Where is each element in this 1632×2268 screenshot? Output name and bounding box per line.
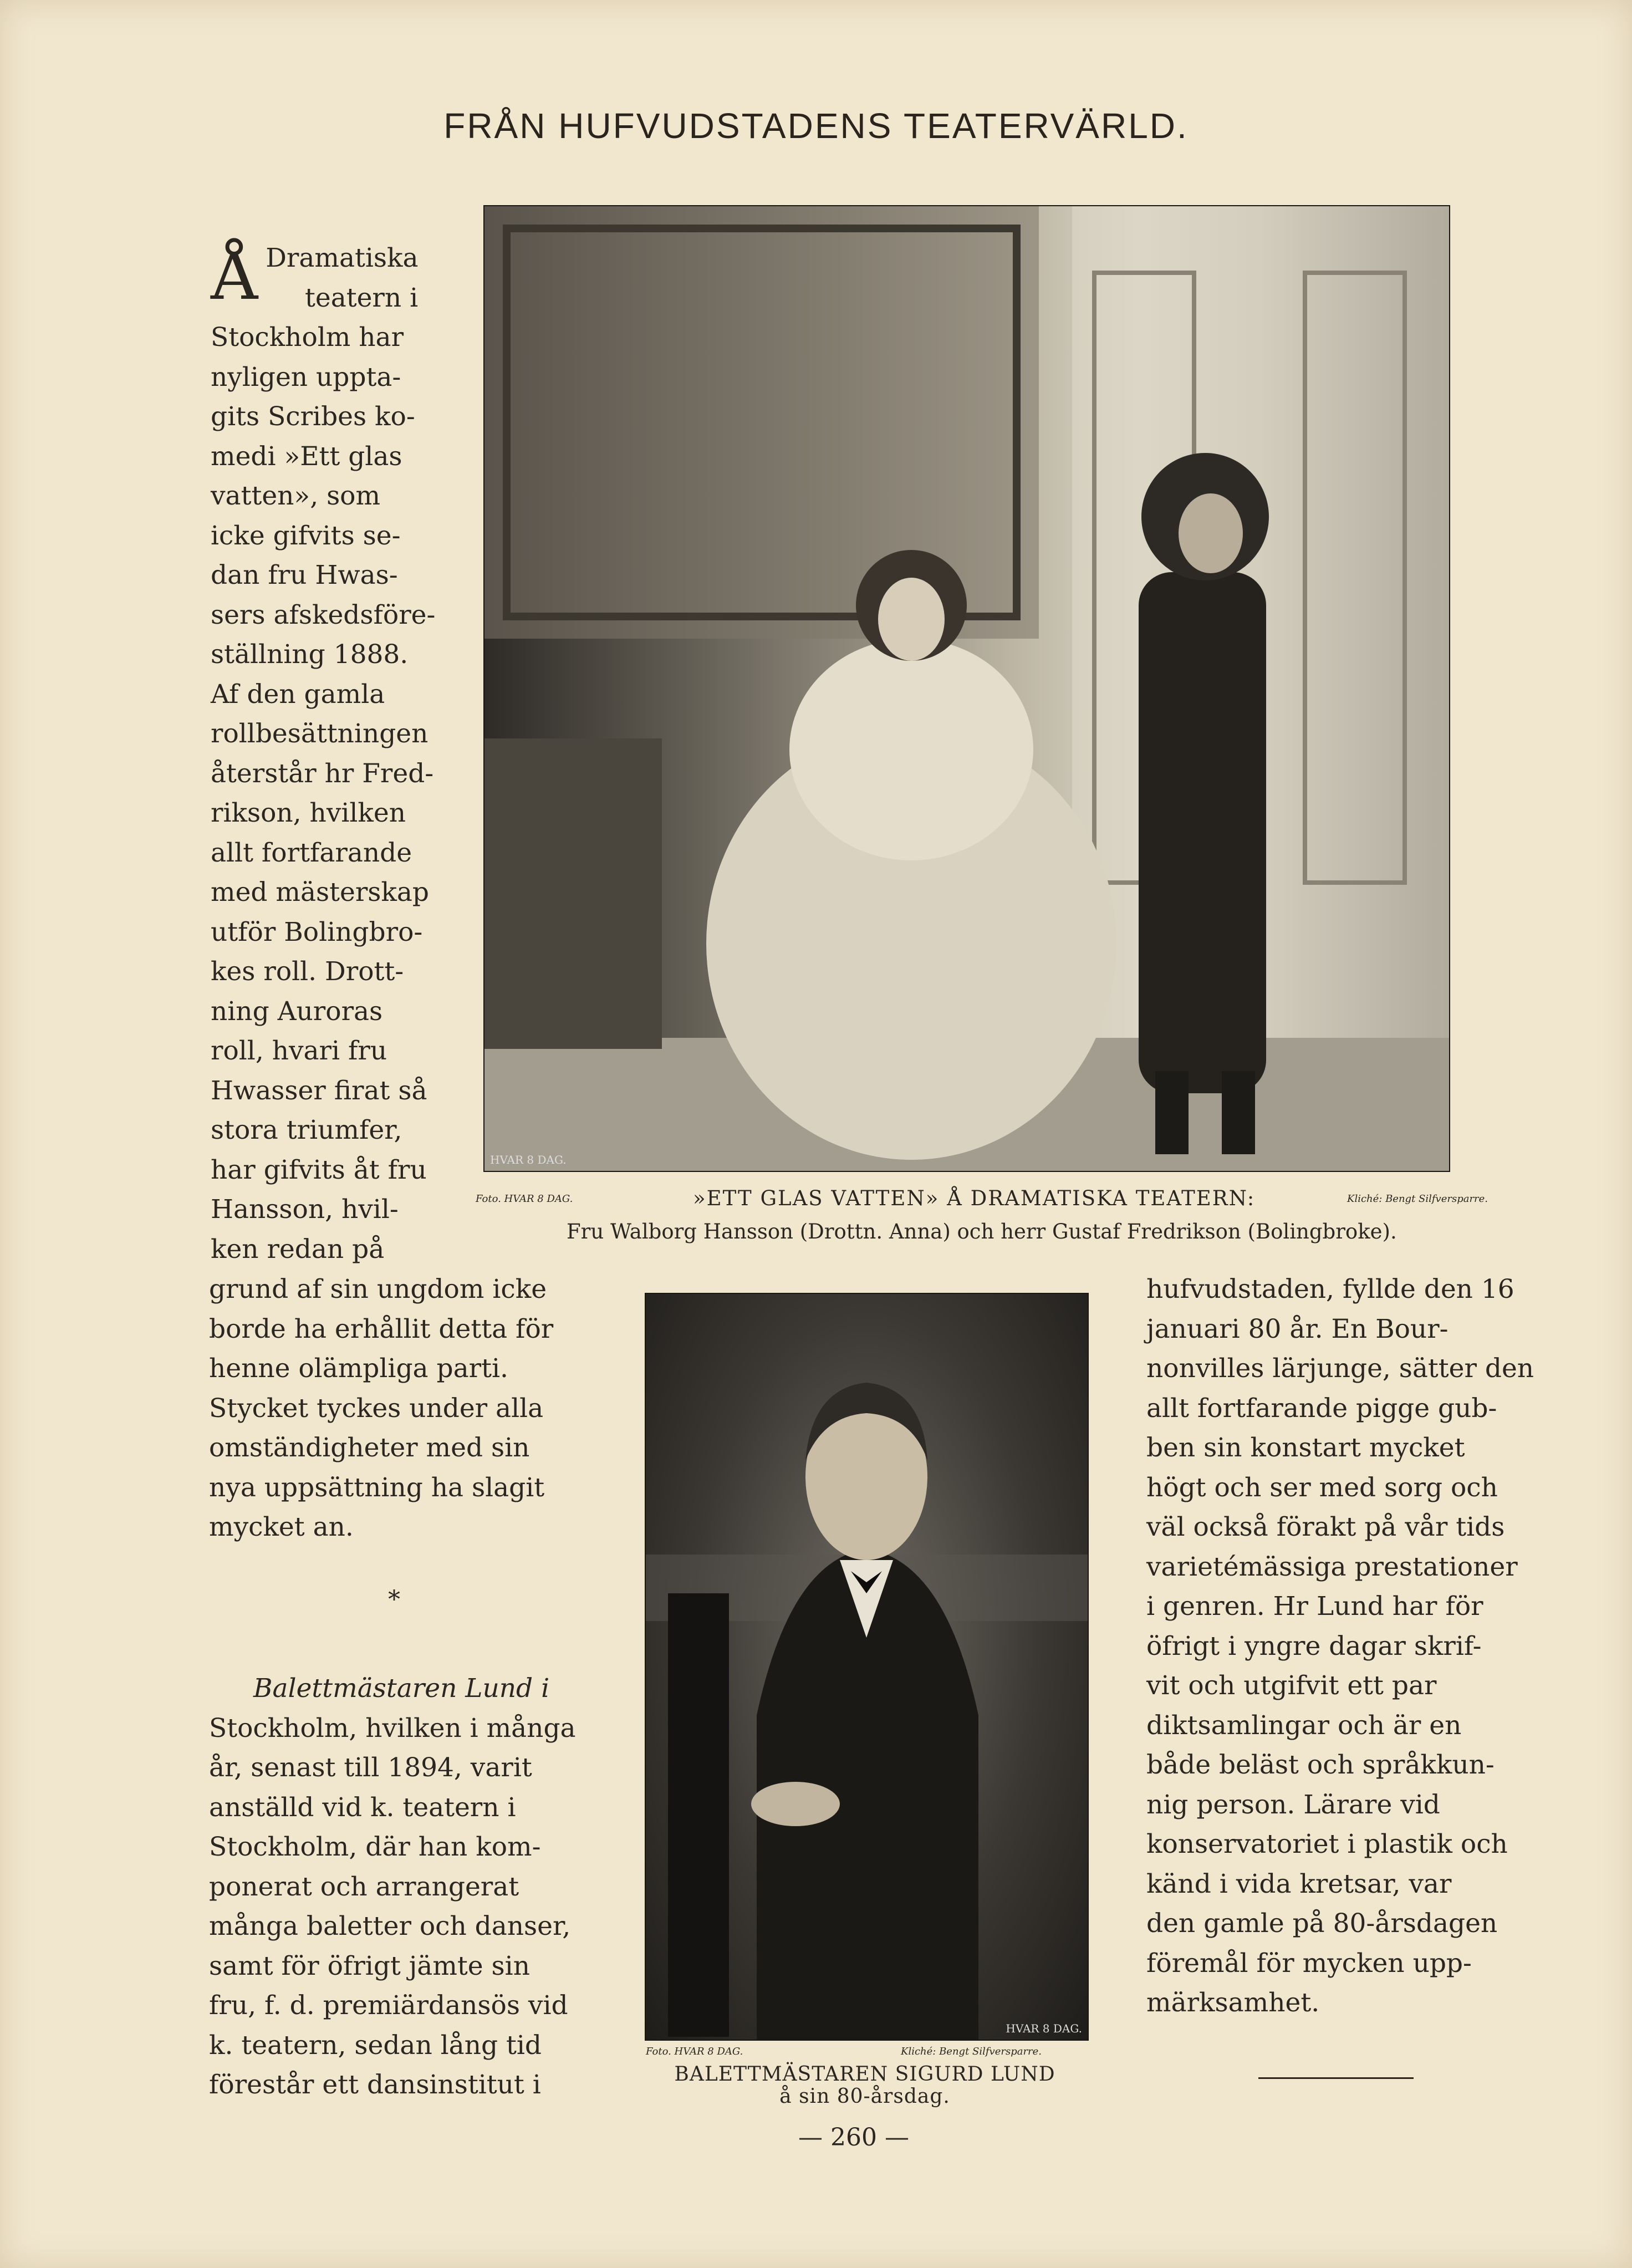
theatre-scene-photo xyxy=(483,205,1450,1172)
text-line: samt för öfrigt jämte sin xyxy=(209,1950,530,1981)
text-line: återstår hr Fred- xyxy=(211,758,434,789)
text-line: Dramatiska xyxy=(266,243,419,273)
text-line: icke gifvits se- xyxy=(211,520,401,551)
portrait-caption-line2: å sin 80-årsdag. xyxy=(779,2085,950,2108)
text-line: kes roll. Drott- xyxy=(211,956,404,987)
text-line: henne olämpliga parti. xyxy=(209,1353,508,1384)
text-line: förestår ett dansinstitut i xyxy=(209,2070,541,2100)
text-line: Stycket tyckes under alla xyxy=(209,1393,544,1424)
text-line: med mästerskap xyxy=(211,877,429,908)
photo-credit-right: Kliché: Bengt Silfversparre. xyxy=(1347,1193,1488,1205)
text-line: den gamle på 80-årsdagen xyxy=(1146,1908,1498,1939)
text-line: Hwasser firat så xyxy=(211,1075,427,1106)
text-line: sers afskedsföre- xyxy=(211,599,436,630)
text-line: märksamhet. xyxy=(1146,1987,1320,2018)
text-line: föremål för mycken upp- xyxy=(1146,1948,1472,1979)
text-line: allt fortfarande xyxy=(211,837,412,868)
text-line: år, senast till 1894, varit xyxy=(209,1752,532,1783)
text-line: öfrigt i yngre dagar skrif- xyxy=(1146,1630,1482,1661)
photo-credit-left: Foto. HVAR 8 DAG. xyxy=(646,2046,743,2057)
text-line: ken redan på xyxy=(211,1234,385,1265)
text-line: känd i vida kretsar, var xyxy=(1146,1868,1452,1899)
text-line: nig person. Lärare vid xyxy=(1146,1789,1440,1820)
text-line: ning Auroras xyxy=(211,996,383,1027)
text-line: teatern i xyxy=(305,282,419,313)
text-line: har gifvits åt fru xyxy=(211,1154,427,1185)
text-line: grund af sin ungdom icke xyxy=(209,1274,547,1304)
photo-credit-left: Foto. HVAR 8 DAG. xyxy=(476,1193,573,1205)
text-line: nonvilles lärjunge, sätter den xyxy=(1146,1353,1534,1384)
section-separator: * xyxy=(388,1586,400,1614)
text-line: Stockholm, hvilken i många xyxy=(209,1713,576,1744)
portrait-caption xyxy=(660,2063,1070,2108)
text-line: diktsamlingar och är en xyxy=(1146,1710,1462,1741)
page-number: — 260 — xyxy=(798,2123,909,2152)
text-line: k. teatern, sedan lång tid xyxy=(209,2030,542,2061)
text-line: borde ha erhållit detta för xyxy=(209,1313,554,1344)
text-line: fru, f. d. premiärdansös vid xyxy=(209,1990,568,2021)
text-line: stora triumfer, xyxy=(211,1115,402,1145)
photo-caption-sub: Fru Walborg Hansson (Drottn. Anna) och herr Gustaf Fredrikson (Bolingbroke). xyxy=(567,1220,1397,1243)
text-line: omständigheter med sin xyxy=(209,1433,530,1463)
portrait-illustration xyxy=(646,1294,1088,2040)
theatre-scene-illustration xyxy=(484,206,1449,1171)
text-line: mycket an. xyxy=(209,1512,354,1542)
photo-watermark: HVAR 8 DAG. xyxy=(490,1153,567,1166)
text-line: dan fru Hwas- xyxy=(211,560,398,590)
text-line: ponerat och arrangerat xyxy=(209,1871,519,1902)
text-line: utför Bolingbro- xyxy=(211,916,423,947)
text-line: hufvudstaden, fyllde den 16 xyxy=(1146,1274,1514,1304)
photo-watermark: HVAR 8 DAG. xyxy=(1006,2022,1082,2035)
portrait-caption-line1: BALETTMÄSTAREN SIGURD LUND xyxy=(674,2063,1055,2086)
photo-credit-right: Kliché: Bengt Silfversparre. xyxy=(901,2046,1042,2057)
text-line: konservatoriet i plastik och xyxy=(1146,1829,1508,1859)
text-line: Af den gamla xyxy=(211,679,385,710)
section-rule xyxy=(1258,2077,1414,2079)
page-header: FRÅN HUFVUDSTADENS TEATERVÄRLD. xyxy=(443,106,1189,146)
text-line: varietémässiga prestationer xyxy=(1146,1551,1518,1582)
text-line: i genren. Hr Lund har för xyxy=(1146,1591,1483,1622)
text-line: nyligen uppta- xyxy=(211,361,401,393)
text-line: vatten», som xyxy=(211,481,381,511)
text-line: anställd vid k. teatern i xyxy=(209,1792,516,1823)
photo-caption-title: »ETT GLAS VATTEN» Å DRAMATISKA TEATERN: xyxy=(693,1186,1256,1210)
text-line: både beläst och språkkun- xyxy=(1146,1750,1495,1780)
article-2-column-left xyxy=(209,1669,586,2105)
text-line: roll, hvari fru xyxy=(211,1036,387,1066)
text-line: ben sin konstart mycket xyxy=(1146,1433,1465,1463)
article-1-column-bottom xyxy=(209,1270,586,1547)
text-line: väl också förakt på vår tids xyxy=(1146,1512,1505,1542)
text-line: januari 80 år. En Bour- xyxy=(1146,1313,1449,1344)
text-line: Balettmästaren Lund i xyxy=(253,1673,550,1704)
text-line: gits Scribes ko- xyxy=(211,401,415,432)
text-line: Hansson, hvil- xyxy=(211,1194,399,1225)
text-line: rikson, hvilken xyxy=(211,798,406,828)
portrait-photo xyxy=(645,1293,1089,2041)
text-line: vit och utgifvit ett par xyxy=(1146,1670,1437,1701)
article-1-column-top xyxy=(211,238,436,1269)
drop-cap: Å xyxy=(211,238,258,314)
text-line: rollbesättningen xyxy=(211,718,429,749)
text-line: Stockholm, där han kom- xyxy=(209,1832,541,1862)
text-line: många baletter och danser, xyxy=(209,1911,571,1941)
text-line: medi »Ett glas xyxy=(211,441,402,472)
text-line: Stockholm har xyxy=(211,322,404,353)
text-line: nya uppsättning ha slagit xyxy=(209,1472,545,1503)
article-2-column-right xyxy=(1146,1270,1534,2023)
text-line: allt fortfarande pigge gub- xyxy=(1146,1393,1497,1424)
text-line: högt och ser med sorg och xyxy=(1146,1472,1498,1503)
text-line: ställning 1888. xyxy=(211,639,409,670)
